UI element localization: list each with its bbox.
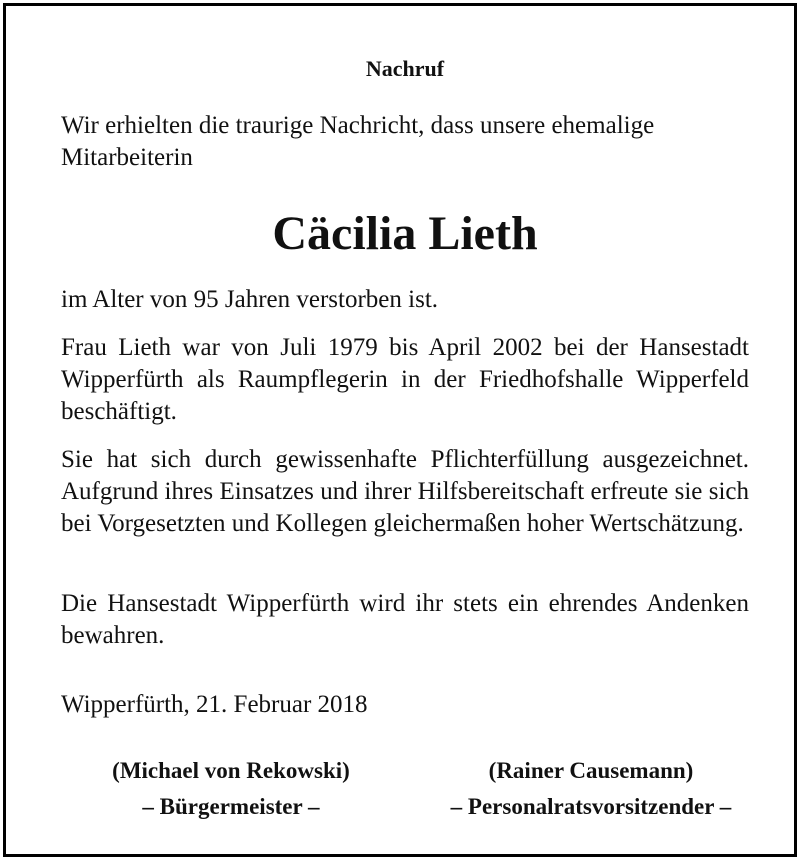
- signatory-title: – Personalratsvorsitzender –: [450, 794, 732, 819]
- deceased-name: Cäcilia Lieth: [272, 207, 538, 260]
- signature-block-mayor: [61, 753, 401, 825]
- signature-block-staff-council: [421, 753, 761, 825]
- appreciation-paragraph: Sie hat sich durch gewissenhafte Pflichterfüllung ausgezeichnet. Aufgrund ihres Einsatzes und ihrer Hilfsbereitschaft erfreute sie sich bei Vorgesetzten und Kollegen gleichermaßen hoher Wertschätzung.: [61, 446, 749, 537]
- intro-text: Wir erhielten die traurige Nachricht, dass unsere ehemalige Mitarbeiterin: [61, 112, 655, 171]
- dateline: Wipperfürth, 21. Februar 2018: [61, 691, 368, 718]
- age-line: im Alter von 95 Jahren verstorben ist.: [61, 286, 439, 313]
- employment-paragraph: Frau Lieth war von Juli 1979 bis April 2002 bei der Hansestadt Wipperfürth als Raumpflegerin in der Friedhofshalle Wipperfeld beschäftigt.: [61, 334, 749, 425]
- notice-border: [3, 3, 797, 857]
- notice-heading: Nachruf: [365, 56, 445, 81]
- remembrance-paragraph: Die Hansestadt Wipperfürth wird ihr stets ein ehrendes Andenken bewahren.: [61, 590, 749, 649]
- signatory-title: – Bürgermeister –: [142, 794, 320, 819]
- signatory-name: (Rainer Causemann): [488, 758, 694, 783]
- signatory-name: (Michael von Rekowski): [112, 758, 350, 783]
